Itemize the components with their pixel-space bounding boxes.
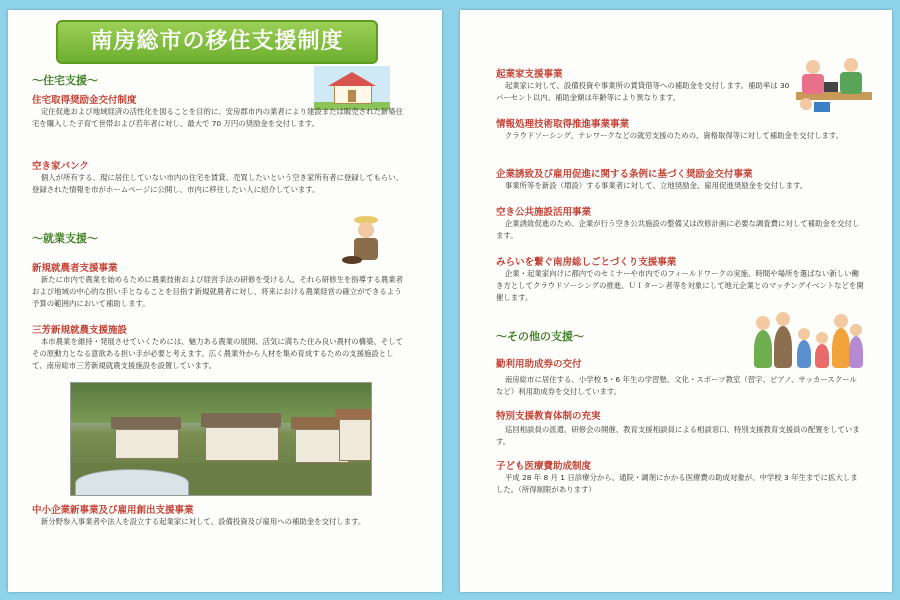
- item-body: 新たに市内で農業を始めるために農業技術および経営手法の研修を受ける人、それら研修生を指導する農業者および地域の中心的な担い手となることを目指す新規就農者に対し、将来における農業経営の確立ができるよう予算の範囲内において補助します。: [32, 275, 404, 308]
- item-head: 子ども医療費助成制度: [496, 461, 592, 472]
- item-body: 南房総市に居住する、小学校 5・6 年生の学習塾、文化・スポーツ教室（習字、ピアノ、サッカースクールなど）利用助成券を交付しています。: [496, 375, 857, 396]
- greenhouse-shape: [75, 469, 189, 496]
- item-body: 企業・起業家向けに都内でのセミナーや市内でのフィールドワークの実施、時間や場所を選ばない新しい働き方としてクラウドソーシングの推進、ＵＩターン者等を対象にして地元企業とのマッチングイベントなどを開催します。: [496, 269, 864, 302]
- right-page: [460, 10, 892, 592]
- item-head: 新規就農者支援事業: [32, 263, 118, 274]
- office-illustration: [796, 48, 872, 116]
- item-body: 平成 28 年 8 月 1 日診療分から、通院・調剤にかかる医療費の助成対象が、中学校 3 年生までに拡大しました。（所得制限があります）: [496, 473, 858, 494]
- item-head: 三芳新規就農支援施設: [32, 325, 128, 336]
- item-head: 起業家支援事業: [496, 69, 563, 80]
- page-title: 南房総市の移住支援制度: [56, 20, 378, 64]
- item-body: 個人が所有する、現に居住していない市内の住宅を賃貸、売買したいという空き家所有者に登録してもらい、 登録された情報を市がホームページに公開し、市内に移住したい人に紹介しています。: [32, 173, 404, 194]
- item-body: 巡回相談員の派遣、研修会の開催、教育支援相談員による相談窓口、特別支援教育支援員の配置をしています。: [496, 425, 860, 446]
- item-head: 空き公共施設活用事業: [496, 207, 592, 218]
- house-illustration: [314, 66, 390, 110]
- left-page: [8, 10, 442, 592]
- item-body: 起業家に対して、設備投資や事業所の賃貸借等への補助金を交付します。補助率は 30 パーセント以内、補助金額は年齢等により異なります。: [496, 81, 790, 102]
- farmer-illustration: [340, 216, 390, 266]
- item-head: 空き家バンク: [32, 161, 89, 172]
- item-body: クラウドソーシング、テレワークなどの就労支援のための、資格取得等に対して補助金を交付します。: [504, 131, 844, 140]
- item-head: 中小企業新事業及び雇用創出支援事業: [32, 505, 194, 516]
- section-other: ～その他の支援～: [496, 330, 584, 343]
- item-head: 特別支援教育体制の充実: [496, 411, 601, 422]
- item-body: 事業所等を新設（増設）する事業者に対して、立地奨励金、雇用促進奨励金を交付します。: [504, 181, 808, 190]
- section-jobs: ～就業支援～: [32, 232, 98, 245]
- family-illustration: [752, 310, 864, 370]
- item-head: 情報処理技術取得推進事業事業: [496, 119, 630, 130]
- item-body: 本市農業を維持・発展させていくためには、魅力ある農業の展開、活気に満ちた住み良い農村の構築、そしてその原動力となる意欲ある担い手が必要と考えます。広く農業外から人材を集め育成するための支援施設として、南房総市三芳新規就農支援施設を設置しています。: [32, 337, 404, 370]
- item-head: 住宅取得奨励金交付制度: [32, 95, 137, 106]
- item-head: 勤利用助成券の交付: [496, 359, 582, 370]
- item-head: 企業誘致及び雇用促進に関する条例に基づく奨励金交付事業: [496, 169, 753, 180]
- item-body: 定住促進および地域経済の活性化を図ることを目的に、安房郡市内の業者により建設または販売された新築住宅を購入した子育て世帯および若年者に対し、最大で 70 万円の奨励金を交付します。: [32, 107, 404, 128]
- section-housing: ～住宅支援～: [32, 74, 98, 87]
- item-body: 企業誘致促進のため、企業が行う空き公共施設の整備又は改修計画に必要な調査費に対して補助金を交付します。: [496, 219, 860, 240]
- item-head: みらいを繋ぐ南房総しごとづくり支援事業: [496, 257, 677, 268]
- item-body: 新分野参入事業者や法人を設立する起業家に対して、設備投資及び雇用への補助金を交付します。: [40, 517, 366, 526]
- facility-photo: [70, 382, 372, 496]
